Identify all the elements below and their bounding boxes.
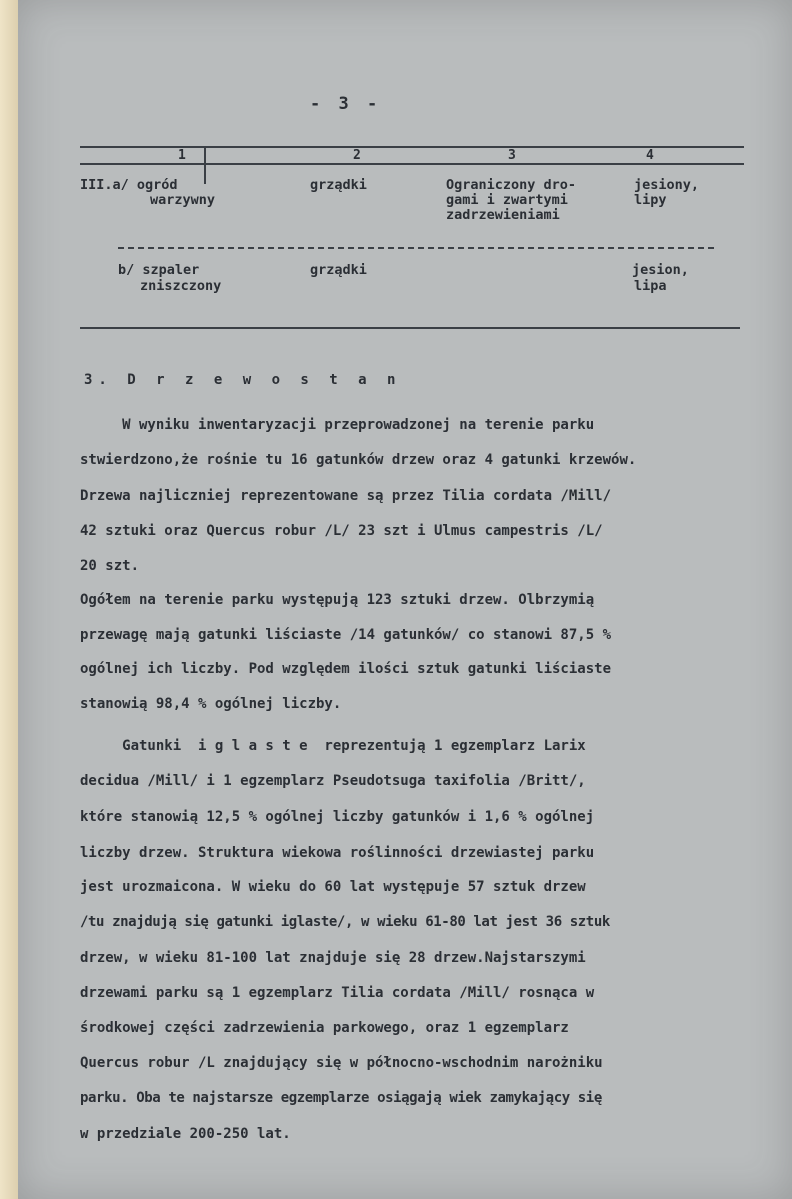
- text-line: parku. Oba te najstarsze egzemplarze osiągają wiek zamykający się: [80, 1090, 602, 1106]
- text-line: drzewami parku są 1 egzemplarz Tilia cordata /Mill/ rosnąca w: [80, 985, 595, 1001]
- text-line: przewagę mają gatunki liściaste /14 gatunków/ co stanowi 87,5 %: [80, 627, 612, 643]
- section-heading: 3. D r z e w o s t a n: [84, 372, 402, 388]
- row-b-col4-line1: jesion,: [632, 262, 689, 278]
- row-b-col4-line2: lipa: [634, 278, 667, 294]
- row-a-col1-line1: III.a/ ogród: [80, 177, 178, 193]
- text-line: W wyniku inwentaryzacji przeprowadzonej na terenie parku: [80, 417, 595, 433]
- row-a-col4-line2: lipy: [634, 192, 667, 208]
- text-line: Gatunki i g l a s t e reprezentują 1 egzemplarz Larix: [80, 738, 586, 754]
- text-line: Ogółem na terenie parku występują 123 sztuki drzew. Olbrzymią: [80, 592, 595, 608]
- row-a-col3-line1: Ograniczony dro-: [446, 177, 577, 193]
- page-number: - 3 -: [310, 94, 382, 114]
- column-number-2: 2: [353, 148, 361, 163]
- column-number-3: 3: [508, 148, 516, 163]
- column-number-4: 4: [646, 148, 654, 163]
- row-a-col2: grządki: [310, 177, 367, 193]
- text-line: /tu znajdują się gatunki iglaste/, w wieku 61-80 lat jest 36 sztuk: [80, 914, 610, 930]
- table-bottom-rule: [80, 327, 740, 329]
- text-line: stanowią 98,4 % ogólnej liczby.: [80, 696, 342, 712]
- text-line: ogólnej ich liczby. Pod względem ilości sztuk gatunki liściaste: [80, 661, 612, 677]
- row-a-col4-line1: jesiony,: [634, 177, 700, 193]
- text-line: 20 szt.: [80, 558, 140, 574]
- text-line: drzew, w wieku 81-100 lat znajduje się 28 drzew.Najstarszymi: [80, 950, 586, 966]
- row-b-col1-line1: b/ szpaler: [118, 262, 200, 278]
- text-line: w przedziale 200-250 lat.: [80, 1126, 291, 1142]
- text-line: stwierdzono,że rośnie tu 16 gatunków drzew oraz 4 gatunki krzewów.: [80, 452, 637, 468]
- row-separator-dashed: [118, 247, 714, 249]
- text-line: decidua /Mill/ i 1 egzemplarz Pseudotsuga taxifolia /Britt/,: [80, 773, 586, 789]
- text-line: liczby drzew. Struktura wiekowa roślinności drzewiastej parku: [80, 845, 595, 861]
- row-b-col2: grządki: [310, 262, 367, 278]
- text-line: Quercus robur /L znajdujący się w północno-wschodnim narożniku: [80, 1055, 603, 1071]
- text-line: jest urozmaicona. W wieku do 60 lat występuje 57 sztuk drzew: [80, 879, 586, 895]
- row-a-col3-line2: gami i zwartymi: [446, 192, 568, 208]
- page-edge: [0, 0, 18, 1199]
- row-a-col3-line3: zadrzewieniami: [446, 207, 560, 223]
- document-page: [18, 0, 792, 1199]
- text-line: 42 sztuki oraz Quercus robur /L/ 23 szt i Ulmus campestris /L/: [80, 523, 603, 539]
- table-header-rule: [80, 163, 744, 165]
- column-number-1: 1: [178, 148, 186, 163]
- text-line: Drzewa najliczniej reprezentowane są przez Tilia cordata /Mill/: [80, 488, 612, 504]
- table-column-divider: [204, 146, 206, 184]
- text-line: które stanowią 12,5 % ogólnej liczby gatunków i 1,6 % ogólnej: [80, 809, 595, 825]
- text-line: środkowej części zadrzewienia parkowego, oraz 1 egzemplarz: [80, 1020, 569, 1036]
- row-b-col1-line2: zniszczony: [140, 278, 222, 294]
- row-a-col1-line2: warzywny: [150, 192, 216, 208]
